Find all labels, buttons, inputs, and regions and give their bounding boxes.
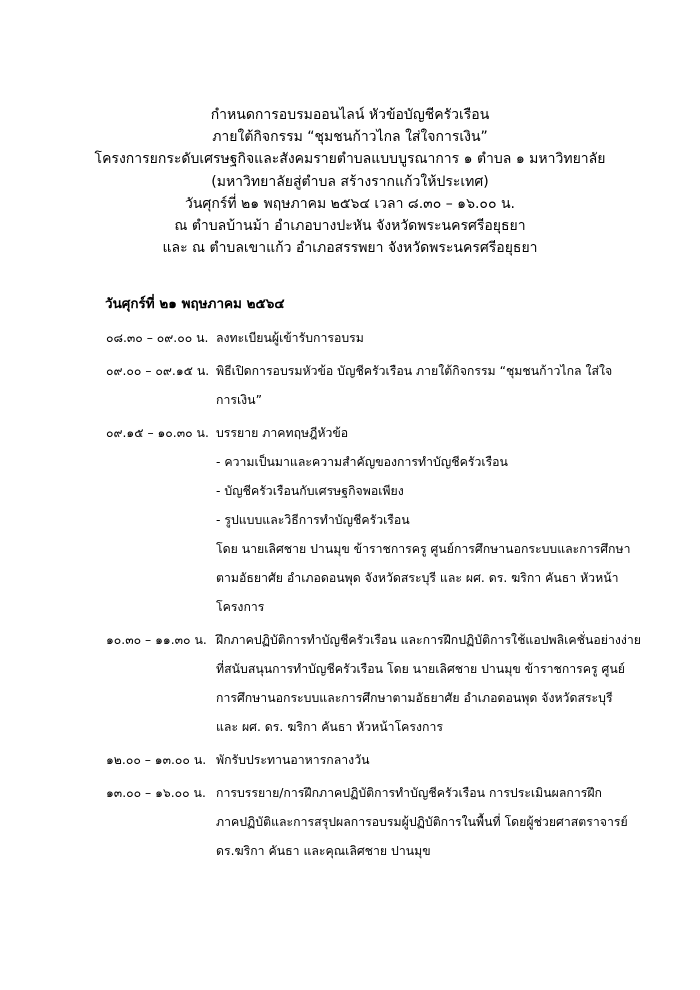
description-line: การเงิน” [216,393,262,407]
topic-bullet: - รูปแบบและวิธีการทำบัญชีครัวเรือน [216,513,410,527]
day-heading: วันศุกร์ที่ ๒๑ พฤษภาคม ๒๕๖๔ [105,296,285,312]
schedule-description [216,324,598,353]
description-line: ที่สนับสนุนการทำบัญชีครัวเรือน โดย นายเลิศชาย ปานมุข ข้าราชการครู ศูนย์ [216,662,625,676]
header-location-1: ณ ตำบลบ้านม้า อำเภอบางปะหัน จังหวัดพระนครศรีอยุธยา [174,218,526,235]
topic-bullet: - บัญชีครัวเรือนกับเศรษฐกิจพอเพียง [216,484,404,498]
schedule-time: ๑๓.๐๐ – ๑๖.๐๐ น. [106,786,206,800]
header-date-time: วันศุกร์ที่ ๒๑ พฤษภาคม ๒๕๖๔ เวลา ๘.๓๐ – ๑๖.๐๐ น. [185,195,515,212]
header-location-2: และ ณ ตำบลเขาแก้ว อำเภอสรรพยา จังหวัดพระนครศรีอยุธยา [162,240,538,257]
schedule-row [106,324,598,353]
speaker-note-line: โครงการ [216,600,265,614]
header-title: กำหนดการอบรมออนไลน์ หัวข้อบัญชีครัวเรือน [210,107,490,123]
schedule-row [106,357,613,415]
schedule-time: ๐๙.๐๐ – ๐๙.๑๕ น. [106,364,210,378]
description-line: ลงทะเบียนผู้เข้ารับการอบรม [216,331,364,345]
schedule-description [216,357,612,415]
description-line: การศึกษานอกระบบและการศึกษาตามอัธยาศัย อำเภอดอนพุด จังหวัดสระบุรี [216,691,613,705]
topic-bullet: - ความเป็นมาและความสำคัญของการทำบัญชีครัวเรือน [216,455,508,469]
description-line: พักรับประทานอาหารกลางวัน [216,753,370,767]
speaker-note-line: ตามอัธยาศัย อำเภอดอนพุด จังหวัดสระบุรี และ ผศ. ดร. ฆริกา คันธา หัวหน้า [216,571,619,585]
schedule-description [216,779,628,866]
schedule-row [106,419,631,622]
description-line: ดร.ฆริกา คันธา และคุณเลิศชาย ปานมุข [216,844,431,858]
schedule-time: ๑๐.๓๐ – ๑๑.๓๐ น. [106,633,207,647]
schedule-row [106,746,598,775]
schedule-row [106,779,628,866]
header-activity: ภายใต้กิจกรรม “ชุมชนก้าวไกล ใส่ใจการเงิน” [212,129,488,146]
description-line: และ ผศ. ดร. ฆริกา คันธา หัวหน้าโครงการ [216,720,443,734]
header-project: โครงการยกระดับเศรษฐกิจและสังคมรายตำบลแบบบูรณาการ ๑ ตำบล ๑ มหาวิทยาลัย [94,151,606,168]
speaker-note-line: โดย นายเลิศชาย ปานมุข ข้าราชการครู ศูนย์การศึกษานอกระบบและการศึกษา [216,542,631,556]
description-line: การบรรยาย/การฝึกภาคปฏิบัติการทำบัญชีครัวเรือน การประเมินผลการฝึก [216,786,602,800]
document-header [60,104,640,259]
schedule [106,324,641,870]
schedule-description [216,626,641,742]
description-line: ฝึกภาคปฏิบัติการทำบัญชีครัวเรือน และการฝึกปฏิบัติการใช้แอปพลิเคชั่นอย่างง่าย [216,633,641,647]
schedule-time: ๑๒.๐๐ – ๑๓.๐๐ น. [106,753,207,767]
header-project-subtitle: (มหาวิทยาลัยสู่ตำบล สร้างรากแก้วให้ประเทศ) [211,173,489,190]
description-line: ภาคปฏิบัติและการสรุปผลการอบรมผู้ปฏิบัติการในพื้นที่ โดยผู้ช่วยศาสตราจารย์ [216,815,628,829]
schedule-row [106,626,641,742]
schedule-time: ๐๘.๓๐ – ๐๙.๐๐ น. [106,331,209,345]
description-line: บรรยาย ภาคทฤษฎีหัวข้อ [216,426,349,440]
description-line: พิธีเปิดการอบรมหัวข้อ บัญชีครัวเรือน ภายใต้กิจกรรม “ชุมชนก้าวไกล ใส่ใจ [216,364,613,378]
schedule-time: ๐๙.๑๕ – ๑๐.๓๐ น. [106,426,209,440]
schedule-description [216,419,631,622]
schedule-description [216,746,598,775]
